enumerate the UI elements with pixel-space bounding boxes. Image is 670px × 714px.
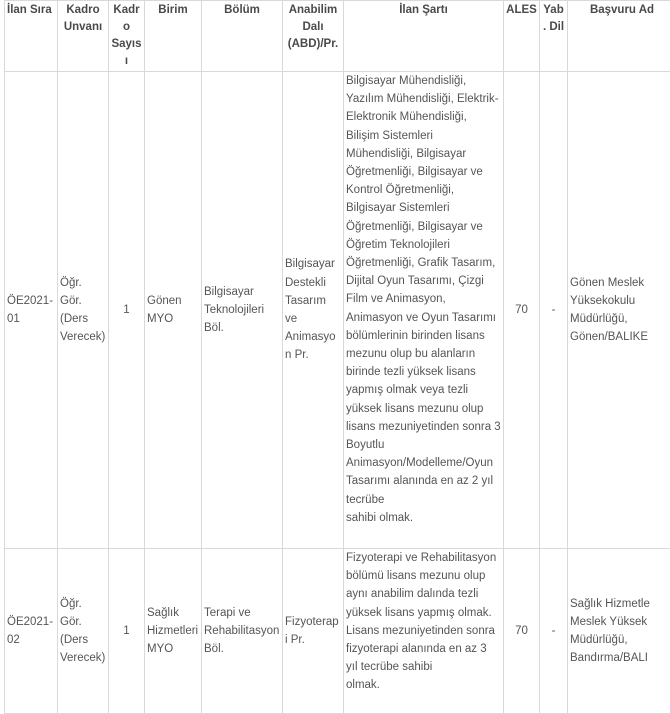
header-kadro-sayisi: Kadro Sayısı	[109, 1, 145, 72]
cell-basvuru-adresi: Sağlık Hizmetle Meslek Yüksek Müdürlüğü, Bandırma/BALI	[568, 549, 670, 714]
cell-anabilim-dali: Bilgisayar Destekli Tasarım ve Animasyon Pr.	[283, 72, 344, 549]
cell-ales: 70	[504, 72, 540, 549]
cell-birim: Gönen MYO	[145, 72, 202, 549]
cell-birim: Sağlık Hizmetleri MYO	[145, 549, 202, 714]
header-ales: ALES	[504, 1, 540, 72]
header-anabilim-dali: Anabilim Dalı (ABD)/Pr.	[283, 1, 344, 72]
header-kadro-unvani: Kadro Unvanı	[58, 1, 109, 72]
cell-ilan-sarti: Bilgisayar Mühendisliği, Yazılım Mühendisliği, Elektrik-Elektronik Mühendisliği, Bilişim Sistemleri Mühendisliği, Bilgisayar Öğretmenliği, Bilgisayar ve Kontrol Öğretmenliği, Bilgisayar Sistemleri Öğretmenliği, Bilgisayar ve Öğretim Teknolojileri Öğretmenliği, Grafik Tasarım, Dijital Oyun Tasarımı, Çizgi Film ve Animasyon, Animasyon ve Oyun Tasarımı bölümlerinin birinden lisans mezunu olup bu alanların birinde tezli yüksek lisans yapmış olmak veya tezli yüksek lisans mezunu olup lisans mezuniyetinden sonra 3 Boyutlu Animasyon/Modelleme/Oyun Tasarımı alanında en az 2 yıl tecrübe sahibi olmak.	[344, 72, 504, 549]
cell-kadro-unvani: Öğr. Gör. (Ders Verecek)	[58, 549, 109, 714]
cell-ilan-sarti: Fizyoterapi ve Rehabilitasyon bölümü lisans mezunu olup aynı anabilim dalında tezli yüksek lisans yapmış olmak. Lisans mezuniyetinden sonra fizyoterapi alanında en az 3 yıl tecrübe sahibi olmak.	[344, 549, 504, 714]
header-birim: Birim	[145, 1, 202, 72]
cell-ilan-sira: ÖE2021-01	[5, 72, 58, 549]
header-bolum: Bölüm	[202, 1, 283, 72]
cell-kadro-sayisi: 1	[109, 72, 145, 549]
header-ilan-sira: İlan Sıra	[5, 1, 58, 72]
header-ilan-sarti: İlan Şartı	[344, 1, 504, 72]
cell-bolum: Terapi ve Rehabilitasyon Böl.	[202, 549, 283, 714]
header-yab-dil: Yab. Dil	[540, 1, 568, 72]
cell-ilan-sira: ÖE2021-02	[5, 549, 58, 714]
cell-yab-dil: -	[540, 72, 568, 549]
cell-kadro-sayisi: 1	[109, 549, 145, 714]
cell-kadro-unvani: Öğr. Gör. (Ders Verecek)	[58, 72, 109, 549]
header-row	[5, 1, 670, 72]
cell-ales: 70	[504, 549, 540, 714]
cell-anabilim-dali: Fizyoterapi Pr.	[283, 549, 344, 714]
cell-basvuru-adresi: Gönen Meslek Yüksekokulu Müdürlüğü, Gönen/BALIKE	[568, 72, 670, 549]
header-basvuru-adresi: Başvuru Ad	[568, 1, 670, 72]
table-row	[5, 549, 670, 714]
cell-bolum: Bilgisayar Teknolojileri Böl.	[202, 72, 283, 549]
table-row	[5, 72, 670, 549]
cell-yab-dil: -	[540, 549, 568, 714]
job-listing-table	[4, 0, 670, 714]
